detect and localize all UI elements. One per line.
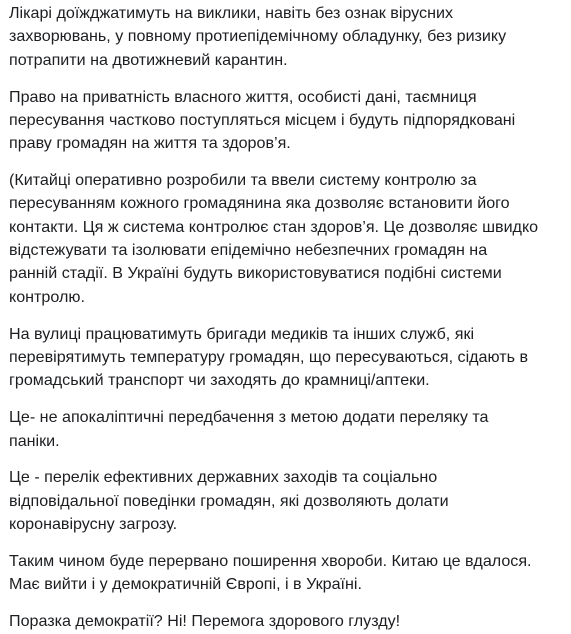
post-paragraph-7: Таким чином буде перервано поширення хвороби. Китаю це вдалося. Має вийти і у демократичній Європі, і в Україні.: [9, 552, 532, 594]
post-paragraph-5: Це- не апокаліптичні передбачення з метою додати переляку та паніки.: [9, 408, 489, 450]
post-paragraph-6: Це - перелік ефективних державних заходів та соціально відповідальної поведінки громадян, які дозволяють долати коронавірусну загрозу.: [9, 468, 449, 534]
post-paragraph-3: (Китайці оперативно розробили та ввели систему контролю за пересуванням кожного громадянина яка дозволяє встановити його контакти. Ця ж система контролює стан здоров’я. Це дозволяє швидко відстежувати та ізолювати епідемічно небезпечних громадян на ранній стадії. В Україні будуть використовуватися подібні системи контролю.: [9, 171, 539, 306]
post-paragraph-2: Право на приватність власного життя, особисті дані, таємниця пересування частково поступляться місцем і будуть підпорядковані праву громадян на життя та здоров’я.: [9, 87, 516, 153]
post-paragraph-4: На вулиці працюватимуть бригади медиків та інших служб, які перевірятимуть температуру громадян, що пересуваються, сідають в громадський транспорт чи заходять до крамниці/аптеки.: [9, 324, 528, 390]
post-paragraph-8: Поразка демократії? Ні! Перемога здорового глузду!: [9, 612, 401, 631]
post-paragraph-1: Лікарі доїжджатимуть на виклики, навіть без ознак вірусних захворювань, у повному протиепідемічному обладунку, без ризику потрапити на двотижневий карантин.: [9, 4, 507, 69]
